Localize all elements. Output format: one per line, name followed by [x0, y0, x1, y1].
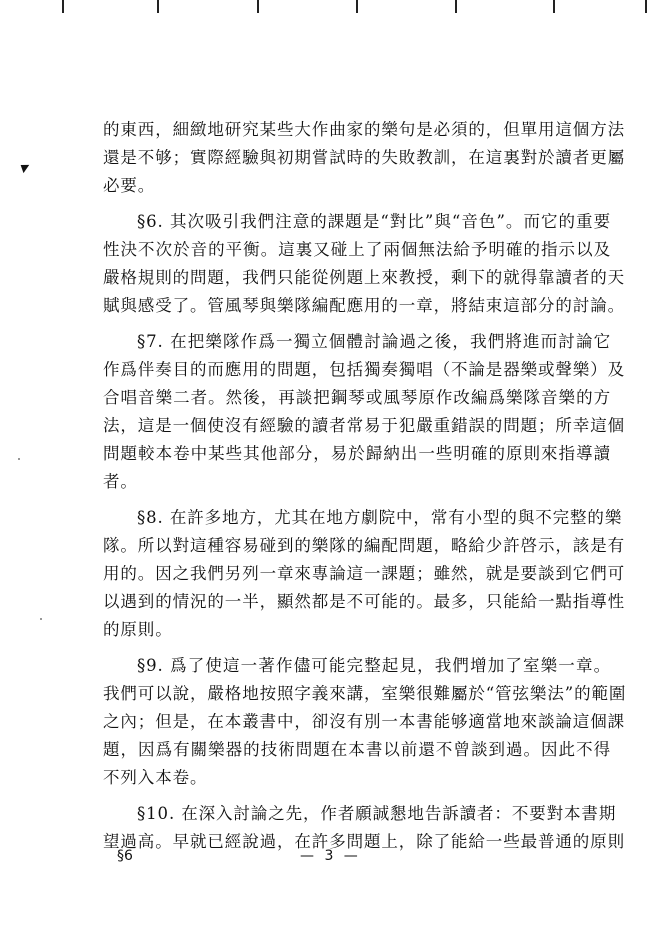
page-footer [0, 848, 655, 872]
text-line: 不列入本卷。 [103, 768, 208, 787]
border-tick [645, 0, 647, 13]
paragraph-section-9 [103, 652, 627, 792]
text-line: 的東西，細緻地研究某些大作曲家的樂句是必須的，但單用這個方法 [103, 120, 625, 139]
paragraph-section-7 [103, 328, 625, 496]
text-line: §10. 在深入討論之先，作者願誠懇地告訴讀者：不要對本書期 [137, 804, 617, 823]
margin-mark-icon [18, 161, 29, 173]
border-tick [455, 0, 457, 13]
border-tick [257, 0, 259, 13]
border-tick [62, 0, 64, 13]
text-line: §8. 在許多地方，尤其在地方劇院中，常有小型的與不完整的樂 [137, 508, 623, 527]
text-line: 者。 [103, 472, 138, 491]
text-line: 嚴格規則的問題，我們只能從例題上來教授，剩下的就得靠讀者的天 [103, 268, 625, 287]
text-line: 之內；但是，在本叢書中，卻沒有別一本書能够適當地來談論這個課 [103, 712, 625, 731]
page-body [103, 116, 627, 856]
text-line: 必要。 [103, 176, 156, 195]
text-line: §9. 爲了使這一著作儘可能完整起見，我們增加了室樂一章。 [137, 656, 611, 675]
text-line: 的原則。 [103, 620, 173, 639]
text-line: 問題較本卷中某些其他部分，易於歸納出一些明確的原則來指導讀 [103, 444, 611, 463]
paragraph-section-8 [103, 504, 625, 644]
text-line: 隊。所以對這種容易碰到的樂隊的編配問題，略給少許啓示，該是有 [103, 536, 625, 555]
scan-speck [40, 618, 42, 620]
footer-section-ref: §6 [117, 848, 133, 864]
text-line: §6. 其次吸引我們注意的課題是“對比”與“音色”。而它的重要 [137, 212, 611, 231]
scan-speck [18, 458, 20, 460]
border-tick [553, 0, 555, 13]
text-line: 以遇到的情況的一半，顯然都是不可能的。最多，只能給一點指導性 [103, 592, 625, 611]
text-line: 賦與感受了。管風琴與樂隊編配應用的一章，將結束這部分的討論。 [103, 296, 625, 315]
text-line: 作爲伴奏目的而應用的問題，包括獨奏獨唱（不論是器樂或聲樂）及 [103, 360, 625, 379]
text-line: §7. 在把樂隊作爲一獨立個體討論過之後，我們將進而討論它 [137, 332, 611, 351]
paragraph-section-6 [103, 208, 625, 320]
text-line: 還是不够；實際經驗與初期嘗試時的失敗教訓，在這裏對於讀者更屬 [103, 148, 625, 167]
paragraph-1 [103, 116, 625, 200]
border-tick [356, 0, 358, 13]
text-line: 題，因爲有關樂器的技術問題在本書以前還不曾談到過。因此不得 [103, 740, 611, 759]
text-line: 用的。因之我們另列一章來專論這一課題；雖然，就是要談到它們可 [103, 564, 625, 583]
page-number: — 3 — [300, 848, 361, 864]
text-line: 性決不次於音的平衡。這裏又碰上了兩個無法給予明確的指示以及 [103, 240, 611, 259]
text-line: 法，這是一個使沒有經驗的讀者常易于犯嚴重錯誤的問題；所幸這個 [103, 416, 625, 435]
text-line: 望過高。早就已經說過，在許多問題上，除了能給一些最普通的原則 [103, 832, 625, 851]
text-line: 合唱音樂二者。然後，再談把鋼琴或風琴原作改編爲樂隊音樂的方 [103, 388, 611, 407]
top-border-ticks [0, 0, 655, 14]
text-line: 我們可以說，嚴格地按照字義來講，室樂很難屬於“管弦樂法”的範圍 [103, 684, 627, 703]
border-tick [157, 0, 159, 13]
